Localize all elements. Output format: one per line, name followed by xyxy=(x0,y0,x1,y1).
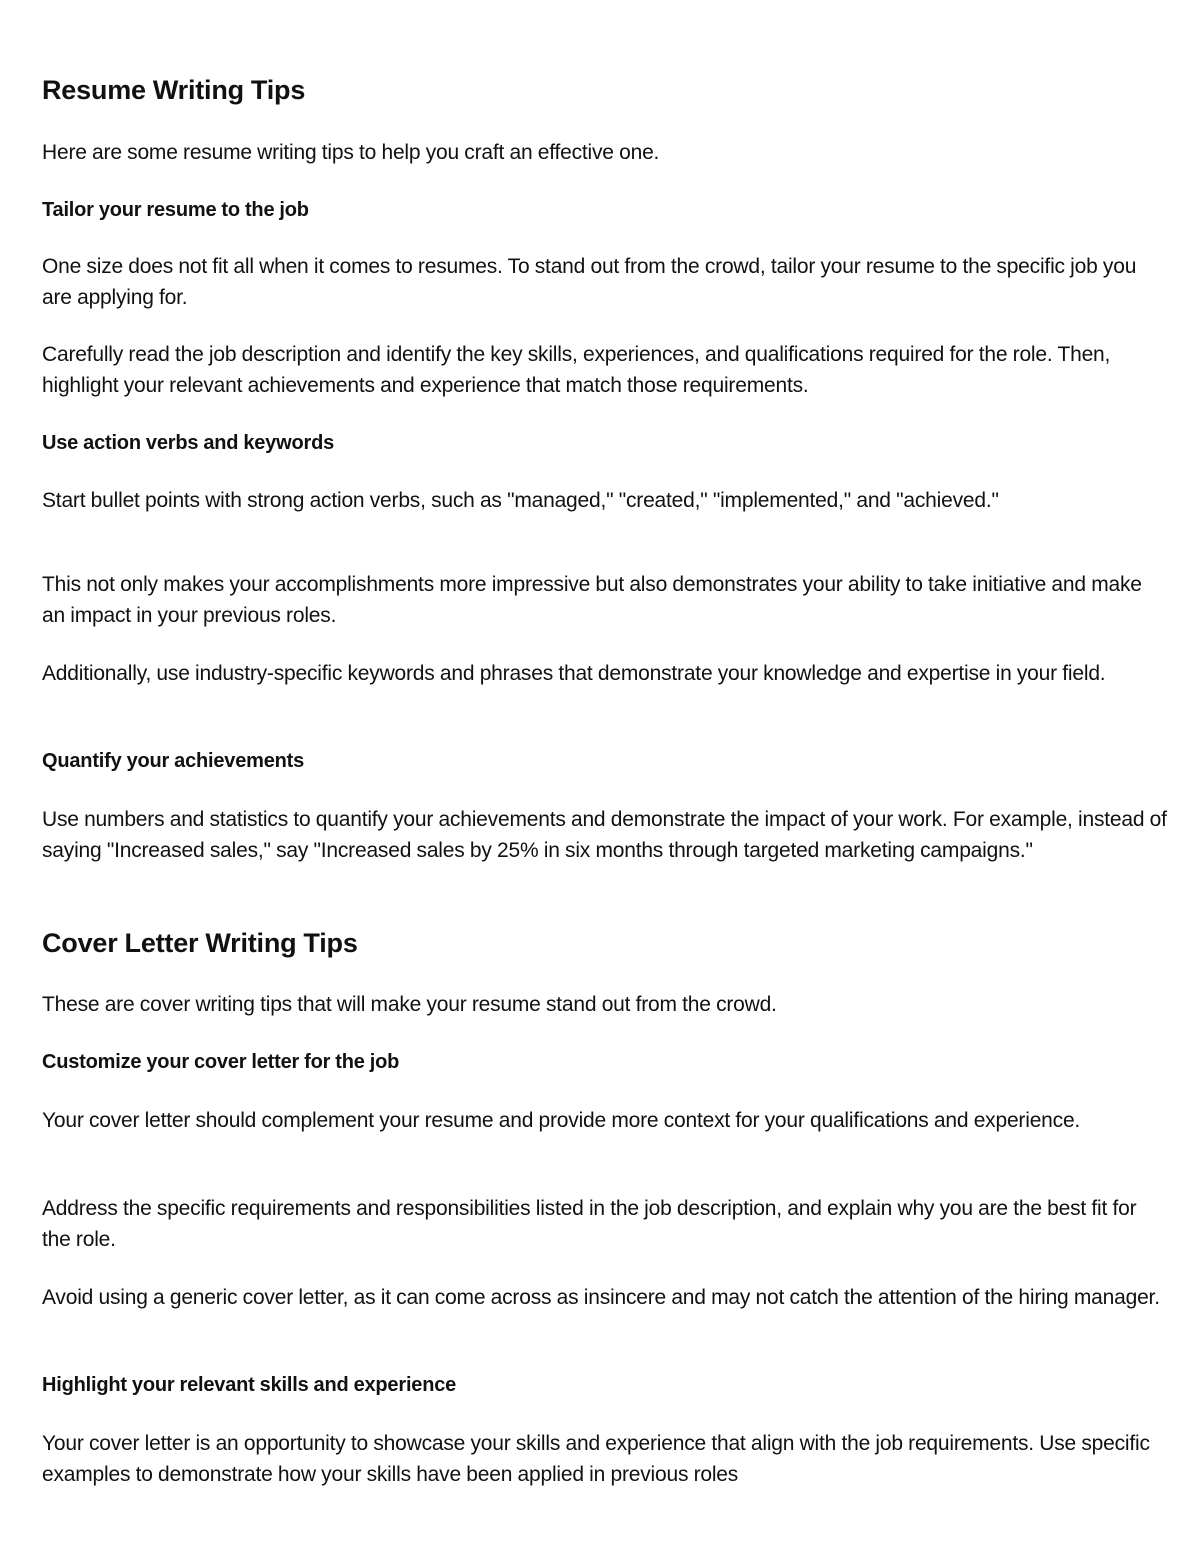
paragraph-customize-3: Avoid using a generic cover letter, as it can come across as insincere and may not catch the attention of the hiring manager. xyxy=(42,1286,1160,1309)
section-heading-highlight-skills: Highlight your relevant skills and experience xyxy=(42,1374,457,1396)
paragraph-action-verbs-2: This not only makes your accomplishments more impressive but also demonstrates your ability to take initiative and make an impact in your previous roles. xyxy=(42,573,1142,627)
paragraph-action-verbs-3: Additionally, use industry-specific keywords and phrases that demonstrate your knowledge and expertise in your field. xyxy=(42,662,1106,685)
paragraph-customize-1: Your cover letter should complement your resume and provide more context for your qualifications and experience. xyxy=(42,1109,1081,1132)
section-heading-action-verbs: Use action verbs and keywords xyxy=(42,432,335,454)
paragraph-tailor-2: Carefully read the job description and identify the key skills, experiences, and qualifications required for the role. Then, highlight your relevant achievements and experience that match those requirements. xyxy=(42,343,1111,397)
paragraph-tailor-1: One size does not fit all when it comes to resumes. To stand out from the crowd, tailor your resume to the specific job you are applying for. xyxy=(42,255,1137,309)
paragraph-highlight-skills-1: Your cover letter is an opportunity to showcase your skills and experience that align with the job requirements. Use specific examples to demonstrate how your skills have been applied in previous roles xyxy=(42,1432,1150,1486)
paragraph-action-verbs-1: Start bullet points with strong action verbs, such as "managed," "created," "implemented," and "achieved." xyxy=(42,489,999,512)
cover-letter-tips-title: Cover Letter Writing Tips xyxy=(42,928,358,958)
section-heading-customize: Customize your cover letter for the job xyxy=(42,1051,400,1073)
cover-letter-tips-intro: These are cover writing tips that will make your resume stand out from the crowd. xyxy=(42,993,777,1016)
paragraph-customize-2: Address the specific requirements and responsibilities listed in the job description, and explain why you are the best fit for the role. xyxy=(42,1197,1137,1251)
resume-tips-intro: Here are some resume writing tips to help you craft an effective one. xyxy=(42,141,660,164)
section-heading-quantify: Quantify your achievements xyxy=(42,750,305,772)
section-heading-tailor: Tailor your resume to the job xyxy=(42,199,309,221)
resume-tips-title: Resume Writing Tips xyxy=(42,75,306,105)
paragraph-quantify-1: Use numbers and statistics to quantify your achievements and demonstrate the impact of your work. For example, instead of saying "Increased sales," say "Increased sales by 25% in six months through targeted marketing campaigns." xyxy=(42,808,1167,862)
